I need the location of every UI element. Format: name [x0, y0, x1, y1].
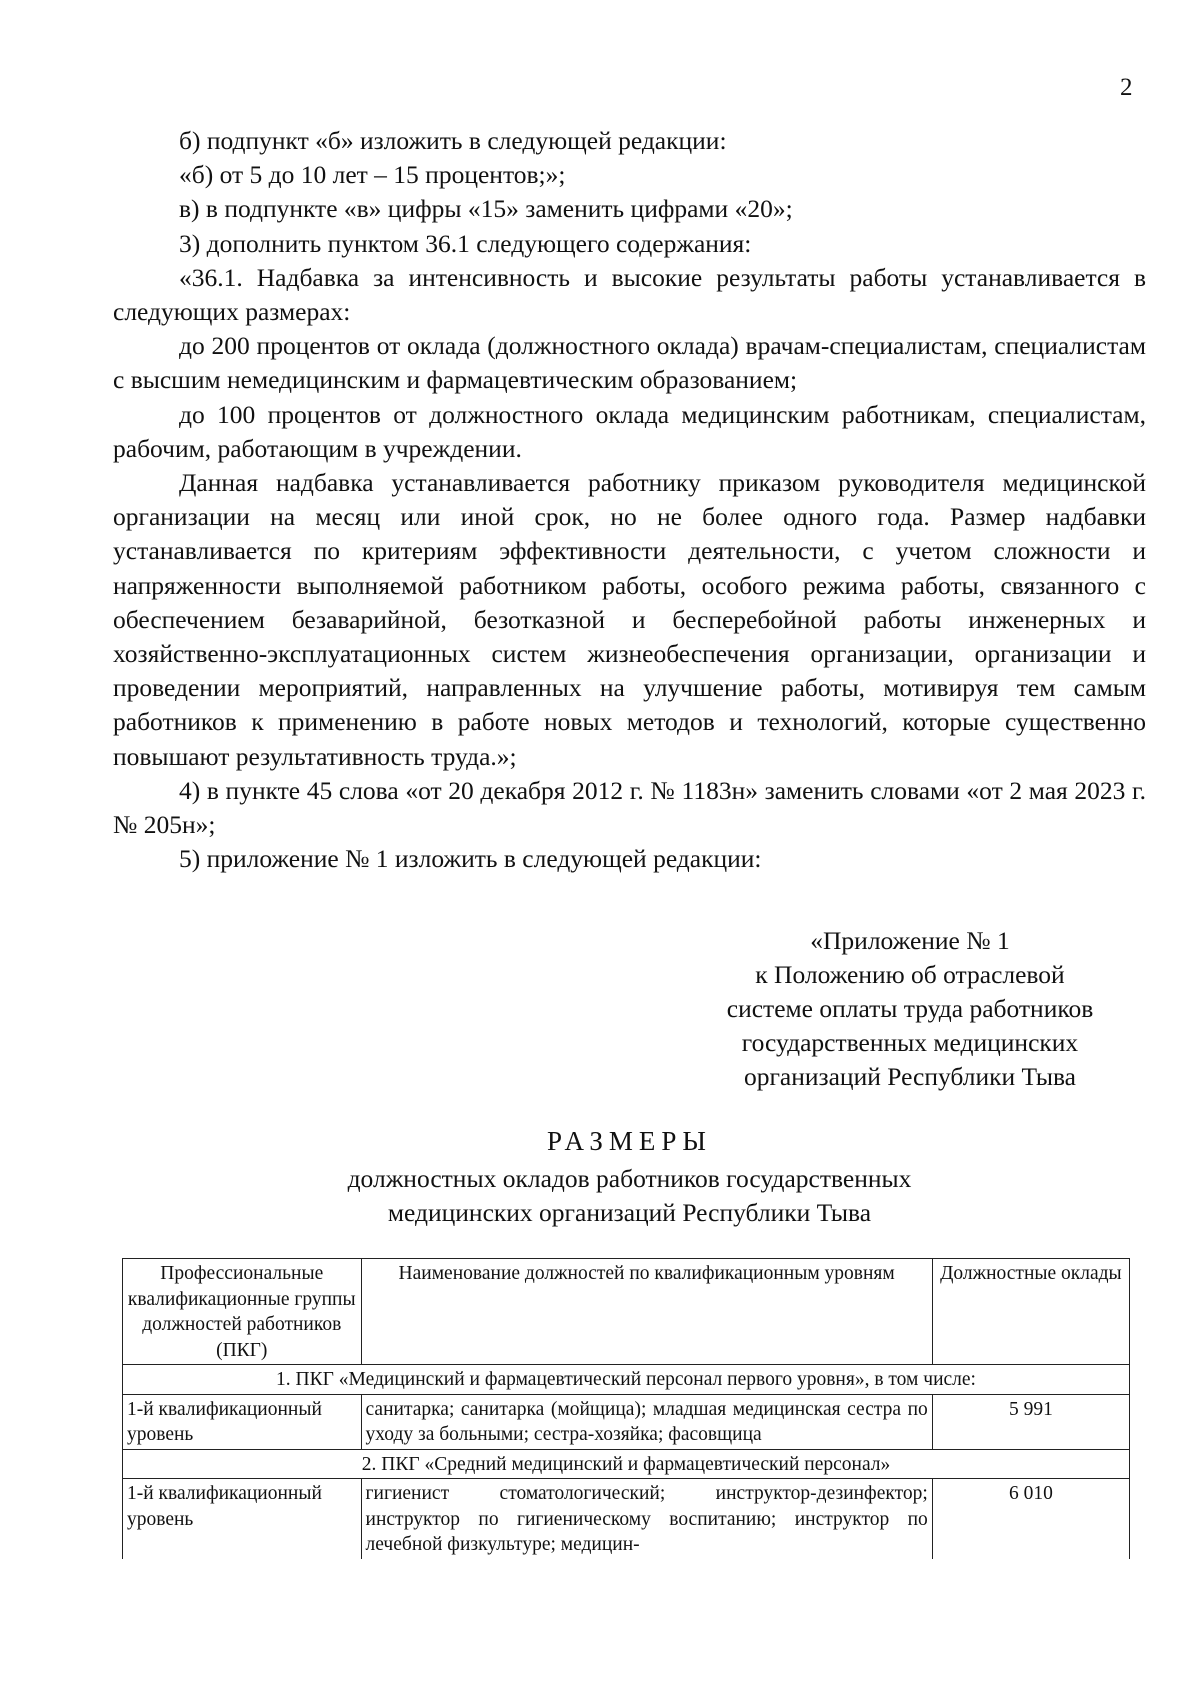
- table-group-row: [123, 1449, 1130, 1479]
- appendix-line: государственных медицинских: [741, 1028, 1079, 1057]
- paragraph: до 100 процентов от должностного оклада медицинским работникам, специалистам, рабочим, работающим в учреждении.: [113, 399, 1146, 463]
- appendix-reference: [680, 924, 1140, 1094]
- column-header-salary: Должностные оклады: [932, 1259, 1129, 1365]
- section-title: РАЗМЕРЫ: [547, 1126, 712, 1156]
- qualification-level: 1-й квалификационный уровень: [123, 1394, 362, 1449]
- salary-value: 5 991: [932, 1394, 1129, 1449]
- table-row: [123, 1479, 1130, 1559]
- position-list: санитарка; санитарка (мойщица); младшая медицинская сестра по уходу за больными; сестра-хозяйка; фасовщица: [361, 1394, 932, 1449]
- group-title: 1. ПКГ «Медицинский и фармацевтический персонал первого уровня», в том числе:: [123, 1365, 1130, 1395]
- group-title: 2. ПКГ «Средний медицинский и фармацевтический персонал»: [123, 1449, 1130, 1479]
- appendix-line: к Положению об отраслевой: [755, 960, 1065, 989]
- salary-value: 6 010: [932, 1479, 1129, 1559]
- paragraph: б) подпункт «б» изложить в следующей редакции:: [179, 126, 727, 155]
- appendix-line: «Приложение № 1: [810, 926, 1010, 955]
- section-subtitle: медицинских организаций Республики Тыва: [387, 1198, 872, 1227]
- table-row: [123, 1394, 1130, 1449]
- section-subtitle: должностных окладов работников государственных: [347, 1164, 912, 1193]
- table-header-row: [123, 1259, 1130, 1365]
- column-header-group: Профессиональные квалификационные группы должностей работников (ПКГ): [123, 1259, 362, 1365]
- appendix-line: системе оплаты труда работников: [726, 994, 1094, 1023]
- paragraph: до 200 процентов от оклада (должностного оклада) врачам-специалистам, специалистам с высшим немедицинским и фармацевтическим образованием;: [113, 331, 1146, 395]
- body-text: [113, 124, 1146, 876]
- position-list: гигиенист стоматологический; инструктор-дезинфектор; инструктор по гигиеническому воспитанию; инструктор по лечебной физкультуре; медицин-: [361, 1479, 932, 1559]
- paragraph: «36.1. Надбавка за интенсивность и высокие результаты работы устанавливается в следующих размерах:: [113, 262, 1146, 327]
- column-header-positions: Наименование должностей по квалификационным уровням: [361, 1259, 932, 1365]
- paragraph: Данная надбавка устанавливается работнику приказом руководителя медицинской организации на месяц или иной срок, но не более одного года. Размер надбавки устанавливается по критериям эффективности деятельности, с учетом сложности и напряженности выполняемой работником работы, особого режима работы, связанного с обеспечением безаварийной, безотказной и бесперебойной работы инженерных и хозяйственно-эксплуатационных систем жизнеобеспечения организации, организации и проведении мероприятий, направленных на улучшение работы, мотивируя тем самым работников к применению в работе новых методов и технологий, которые существенно повышают результативность труда.»;: [113, 468, 1146, 771]
- salary-table: [122, 1258, 1130, 1559]
- qualification-level: 1-й квалификационный уровень: [123, 1479, 362, 1559]
- paragraph: 4) в пункте 45 слова «от 20 декабря 2012 г. № 1183н» заменить словами «от 2 мая 2023 г. № 205н»;: [113, 775, 1146, 840]
- appendix-line: организаций Республики Тыва: [743, 1062, 1077, 1091]
- paragraph: 5) приложение № 1 изложить в следующей редакции:: [179, 844, 762, 874]
- page-number: 2: [1120, 74, 1133, 101]
- paragraph: 3) дополнить пунктом 36.1 следующего содержания:: [179, 228, 752, 258]
- paragraph: в) в подпункте «в» цифры «15» заменить цифрами «20»;: [179, 194, 793, 224]
- paragraph: «б) от 5 до 10 лет – 15 процентов;»;: [179, 160, 566, 190]
- table-group-row: [123, 1365, 1130, 1395]
